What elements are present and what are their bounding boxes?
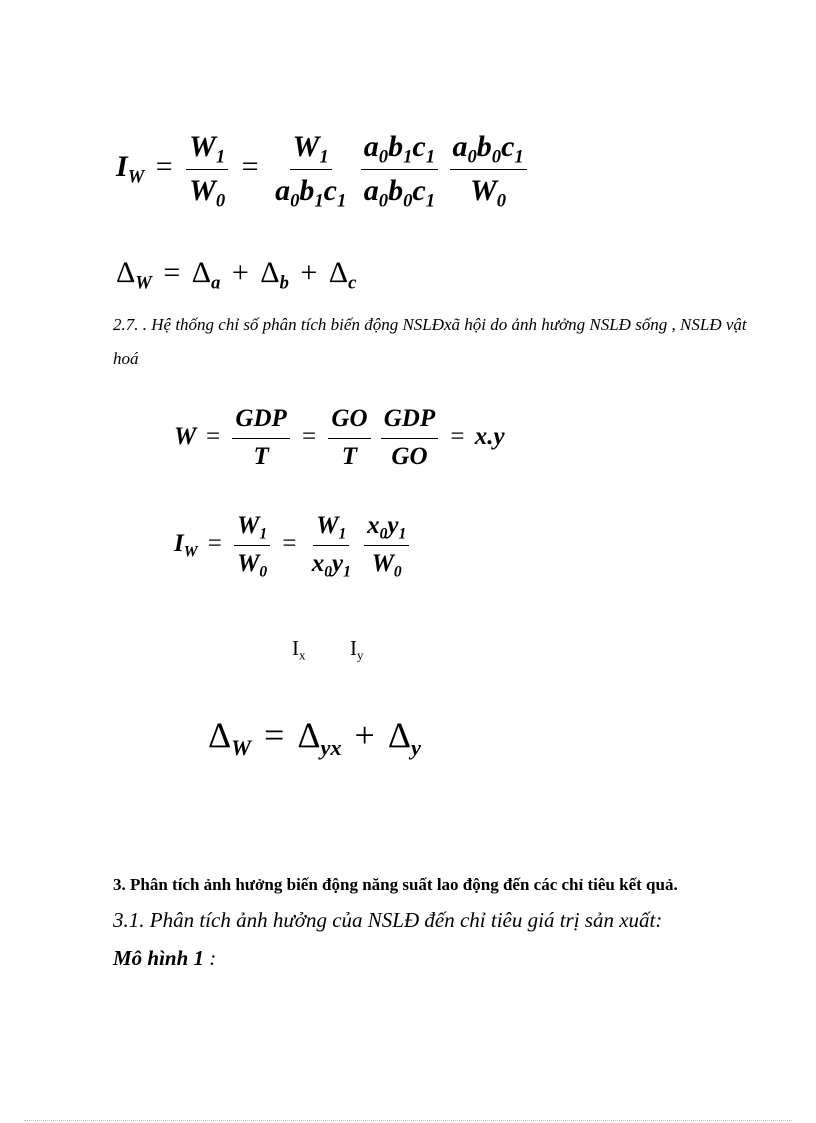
page-bottom-rule bbox=[24, 1120, 792, 1121]
equation-iw-xy: $I_W$ = $\frac{W_1}{W_0}$ = $\frac{W_1}{x_0y_1}$ $\frac{x_0y_1}{W_0}$ bbox=[174, 512, 411, 579]
fraction-a0b1c1-a0b0c1: $\frac{a_0b_1c_1}{a_0b_0c_1}$ bbox=[361, 130, 438, 208]
model-1-label: Mô hình 1 : bbox=[113, 946, 217, 970]
fraction-gdp-t: $\frac{\text{GDP}}{T}$ bbox=[232, 405, 289, 472]
fraction-a0b0c1-w0: $\frac{a_0b_0c_1}{W_0}$ bbox=[450, 130, 527, 208]
equation-delta-w-abc: $\Delta_W = \Delta_a + \Delta_b + \Delta_c$ bbox=[116, 256, 357, 294]
index-iy: $I_y$ bbox=[350, 636, 364, 663]
fraction-w1-w0-b: $\frac{W_1}{W_0}$ bbox=[234, 512, 270, 579]
equation-iw-decomposition: $I_W$ = $\frac{W_1}{W_0}$ = $\frac{W_1}{a_0b_1c_1}$ $\frac{a_0b_1c_1}{a_0b_0c_1}$ $\frac{a_0b_0c_1}{W_0}$ bbox=[116, 130, 529, 208]
equation-w-gdp: W = $\frac{\text{GDP}}{T}$ = $\frac{GO}{T}$ $\frac{\text{GDP}}{GO}$ = x.y bbox=[174, 405, 505, 470]
equation-delta-w-yx: $\Delta_W = \Delta_{yx} + \Delta_y$ bbox=[208, 715, 421, 760]
fraction-go-t: $\frac{GO}{T}$ bbox=[328, 405, 370, 472]
fraction-w1-x0y1: $\frac{W_1}{x_0y_1}$ bbox=[311, 512, 351, 581]
section-2-7-text: 2.7. . Hệ thống chỉ số phân tích biến động NSLĐxã hội do ảnh hưởng NSLĐ sống , NSLĐ vật hoá bbox=[113, 315, 747, 368]
fraction-gdp-go: $\frac{\text{GDP}}{GO}$ bbox=[381, 405, 438, 472]
index-ix: $I_x$ bbox=[292, 636, 306, 663]
fraction-w1-w0: $\frac{W_1}{W_0}$ bbox=[186, 130, 228, 208]
heading-section-3-1: 3.1. Phân tích ảnh hưởng của NSLĐ đến chỉ tiêu giá trị sản xuất: bbox=[113, 908, 663, 932]
fraction-w1-a0b1c1: $\frac{W_1}{a_0b_1c_1}$ bbox=[275, 130, 347, 211]
heading-section-3: 3. Phân tích ảnh hưởng biến động năng suất lao động đến các chỉ tiêu kết quả. bbox=[113, 875, 678, 894]
fraction-x0y1-w0: $\frac{x_0y_1}{W_0}$ bbox=[364, 512, 409, 579]
